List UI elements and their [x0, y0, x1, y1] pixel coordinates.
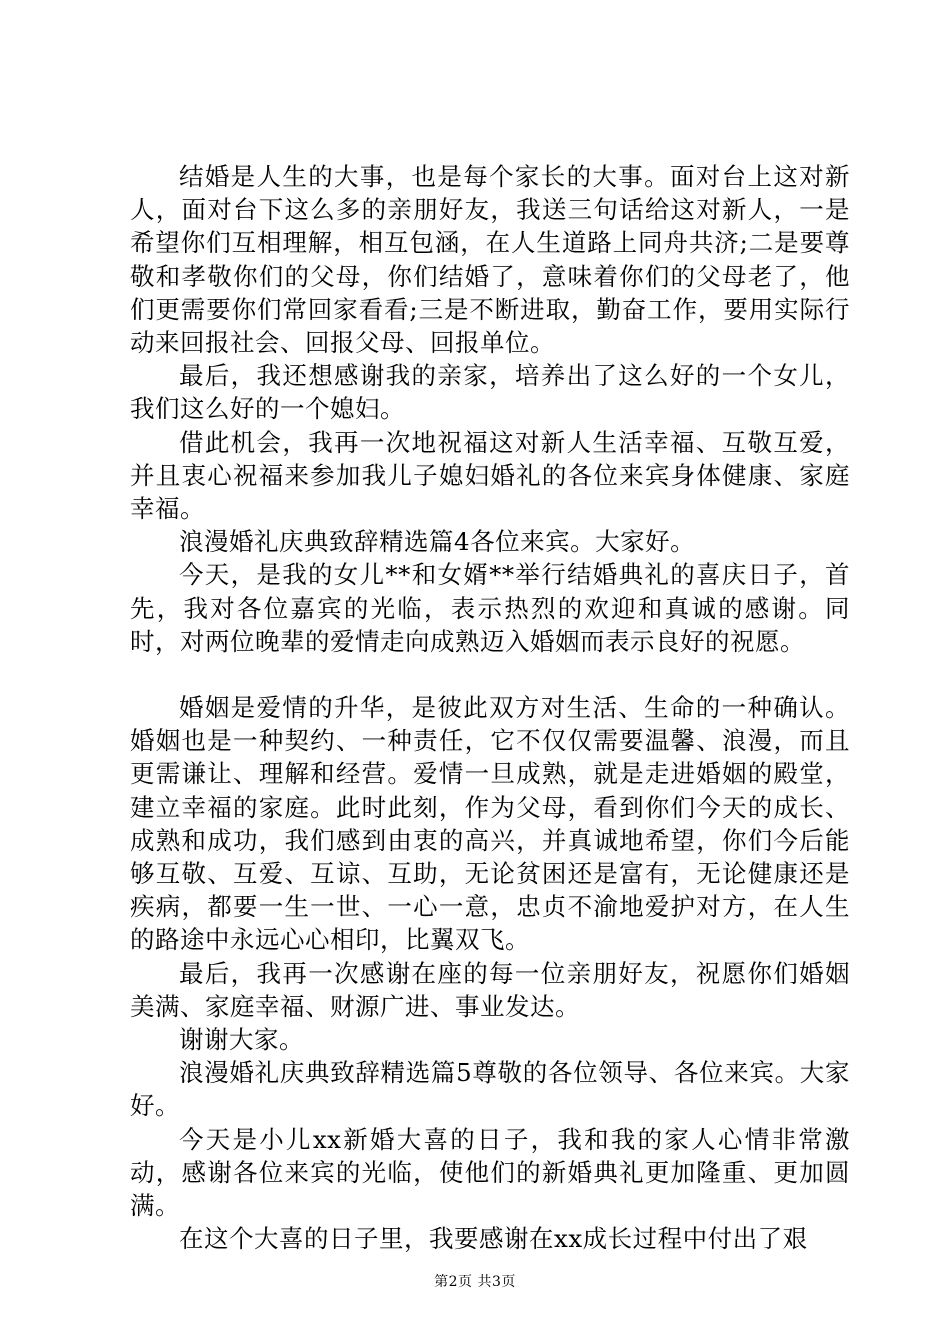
- paragraph-1: 结婚是人生的大事，也是每个家长的大事。面对台上这对新人，面对台下这么多的亲朋好友，我送三句话给这对新人，一是希望你们互相理解，相互包涵，在人生道路上同舟共济;二是要尊敬和孝敬你们的父母，你们结婚了，意味着你们的父母老了，他们更需要你们常回家看看;三是不断进取，勤奋工作，要用实际行动来回报社会、回报父母、回报单位。: [130, 162, 850, 358]
- paragraph-10: 今天是小儿xx新婚大喜的日子，我和我的家人心情非常激动，感谢各位来宾的光临，使他们的新婚典礼更加隆重、更加圆满。: [130, 1124, 850, 1221]
- paragraph-9: 浪漫婚礼庆典致辞精选篇5尊敬的各位领导、各位来宾。大家好。: [130, 1058, 850, 1121]
- document-body: [130, 160, 850, 1256]
- paragraph-5: 今天，是我的女儿**和女婿**举行结婚典礼的喜庆日子，首先，我对各位嘉宾的光临，表示热烈的欢迎和真诚的感谢。同时，对两位晚辈的爱情走向成熟迈入婚姻而表示良好的祝愿。: [130, 560, 850, 656]
- paragraph-4: 浪漫婚礼庆典致辞精选篇4各位来宾。大家好。: [179, 527, 696, 557]
- paragraph-6: 婚姻是爱情的升华，是彼此双方对生活、生命的一种确认。婚姻也是一种契约、一种责任，它不仅仅需要温馨、浪漫，而且更需谦让、理解和经营。爱情一旦成熟，就是走进婚姻的殿堂，建立幸福的家庭。此时此刻，作为父母，看到你们今天的成长、成熟和成功，我们感到由衷的高兴，并真诚地希望，你们今后能够互敬、互爱、互谅、互助，无论贫困还是富有，无论健康还是疾病，都要一生一世、一心一意，忠贞不渝地爱护对方，在人生的路途中永远心心相印，比翼双飞。: [130, 693, 850, 955]
- paragraph-11: 在这个大喜的日子里，我要感谢在xx成长过程中付出了艰: [179, 1224, 808, 1254]
- page-footer: 第2页 共3页: [434, 1274, 516, 1290]
- paragraph-2: 最后，我还想感谢我的亲家，培养出了这么好的一个女儿，我们这么好的一个媳妇。: [130, 361, 850, 424]
- paragraph-7: 最后，我再一次感谢在座的每一位亲朋好友，祝愿你们婚姻美满、家庭幸福、财源广进、事业发达。: [130, 958, 850, 1021]
- paragraph-3: 借此机会，我再一次地祝福这对新人生活幸福、互敬互爱，并且衷心祝福来参加我儿子媳妇婚礼的各位来宾身体健康、家庭幸福。: [130, 427, 850, 524]
- paragraph-8: 谢谢大家。: [179, 1025, 304, 1055]
